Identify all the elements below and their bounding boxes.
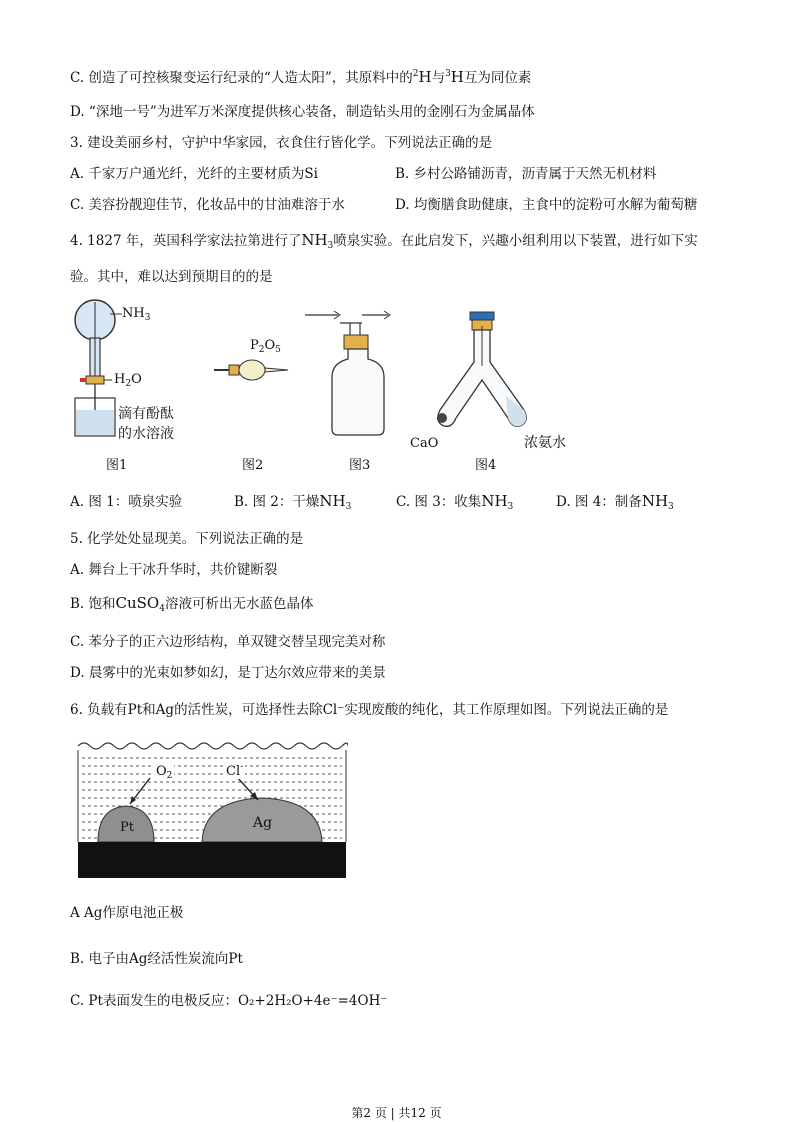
page-footer: 第2 页 | 共12 页 xyxy=(351,1106,442,1120)
figure-1-label-liquid: 滴有酚酞 的水溶液 xyxy=(118,406,174,442)
q6-figure-label-pt: Pt xyxy=(120,820,134,835)
figure-2-drying-tube xyxy=(212,355,292,385)
q4-option-d: D. 图 4：制备$NH_3$ xyxy=(556,492,674,512)
q3-option-a: A. 千家万户通光纤，光纤的主要材质为Si xyxy=(70,166,318,182)
q4-option-a: A. 图 1：喷泉实验 xyxy=(70,494,183,510)
q2-option-c: C. 创造了可控核聚变运行纪录的“人造太阳”，其原料中的$^2$H与$^3$H互为同位素 xyxy=(70,68,532,86)
q2-option-d: D. “深地一号”为进军万米深度提供核心装备，制造钻头用的金刚石为金属晶体 xyxy=(70,104,535,120)
figure-2-caption: 图2 xyxy=(242,458,264,473)
q4-stem-line1: 4. 1827 年，英国科学家法拉第进行了$NH_3$喷泉实验。在此启发下，兴趣小组利用以下装置，进行如下实 xyxy=(70,231,698,251)
q6-option-c: C. Pt表面发生的电极反应：O₂+2H₂O+4e⁻=4OH⁻ xyxy=(70,993,388,1009)
figure-1-label-nh3: $NH_3$ xyxy=(122,306,151,323)
figure-4-caption: 图4 xyxy=(475,458,497,473)
figure-3-gas-bottle xyxy=(300,305,395,437)
q5-option-a: A. 舞台上干冰升华时，共价键断裂 xyxy=(70,562,278,578)
q6-figure-activated-carbon xyxy=(76,738,348,880)
q4-option-b: B. 图 2：干燥$NH_3$ xyxy=(234,492,352,512)
figure-2-label-p2o5: $P_2O_5$ xyxy=(250,338,281,355)
q6-option-b: B. 电子由Ag经活性炭流向Pt xyxy=(70,951,243,967)
q3-stem: 3. 建设美丽乡村，守护中华家园，衣食住行皆化学。下列说法正确的是 xyxy=(70,135,493,151)
figure-1-label-h2o: $H_2O$ xyxy=(114,372,142,389)
q6-option-a: A Ag作原电池正极 xyxy=(70,905,184,921)
q4-stem-line2: 验。其中，难以达到预期目的的是 xyxy=(70,269,273,285)
q6-figure-label-o2: $O_2$ xyxy=(156,764,173,781)
q3-option-b: B. 乡村公路铺沥青，沥青属于天然无机材料 xyxy=(395,166,657,182)
q3-option-d: D. 均衡膳食助健康，主食中的淀粉可水解为葡萄糖 xyxy=(395,197,698,213)
q3-option-c: C. 美容扮靓迎佳节，化妆品中的甘油难溶于水 xyxy=(70,197,345,213)
q5-stem: 5. 化学处处显现美。下列说法正确的是 xyxy=(70,531,304,547)
figure-4-label-ammonia: 浓氨水 xyxy=(524,435,566,451)
q4-option-c: C. 图 3：收集$NH_3$ xyxy=(396,492,514,512)
figure-4-label-cao: CaO xyxy=(410,436,439,451)
q5-option-d: D. 晨雾中的光束如梦如幻，是丁达尔效应带来的美景 xyxy=(70,665,386,681)
figure-3-caption: 图3 xyxy=(349,458,371,473)
figure-4-y-tube xyxy=(420,306,570,436)
figure-1-caption: 图1 xyxy=(106,458,128,473)
q6-stem: 6. 负载有Pt和Ag的活性炭，可选择性去除Cl⁻实现废酸的纯化，其工作原理如图。下列说法正确的是 xyxy=(70,702,669,718)
q5-option-c: C. 苯分子的正六边形结构，单双键交替呈现完美对称 xyxy=(70,634,386,650)
q6-figure-label-cl: Cl- xyxy=(226,762,244,779)
q6-figure-label-ag: Ag xyxy=(253,815,273,831)
q5-option-b: B. 饱和CuSO$_4$溶液可析出无水蓝色晶体 xyxy=(70,594,314,614)
